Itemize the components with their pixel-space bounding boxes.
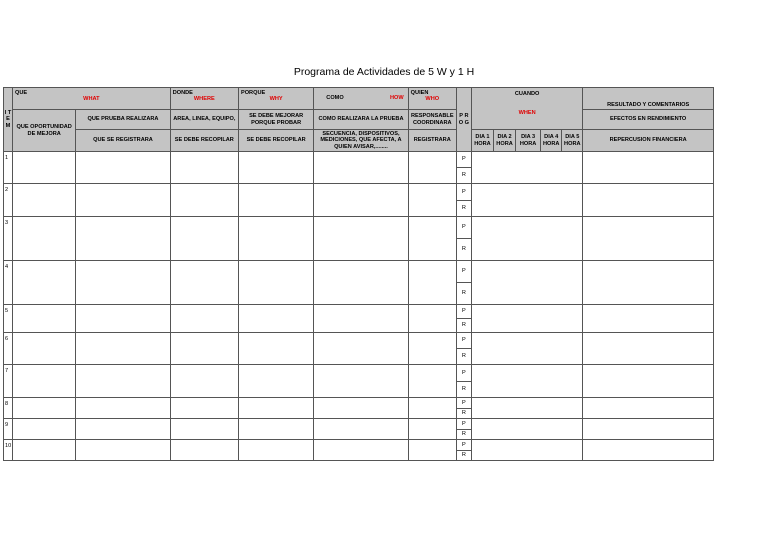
como-label: COMO [326, 95, 344, 102]
real-marker: R [456, 349, 471, 365]
resultado-cell[interactable] [583, 365, 714, 398]
why-label: WHY [269, 96, 283, 103]
resultado-cell[interactable] [583, 440, 714, 461]
resultado-cell[interactable] [583, 419, 714, 440]
table-row [4, 365, 714, 382]
que-cell[interactable] [13, 305, 76, 333]
quien-cell[interactable] [408, 217, 456, 261]
como-cell[interactable] [314, 440, 408, 461]
cuando-cell[interactable] [471, 419, 582, 440]
porque-label: PORQUE [240, 90, 266, 96]
planned-marker: P [456, 184, 471, 201]
porque-cell[interactable] [238, 419, 313, 440]
que-cell[interactable] [13, 261, 76, 305]
table-row [4, 440, 714, 451]
donde-cell[interactable] [170, 305, 238, 333]
table-row [4, 261, 714, 283]
real-marker: R [456, 239, 471, 261]
como-cell[interactable] [314, 261, 408, 305]
cuando-label: CUANDO [514, 91, 540, 97]
donde-cell[interactable] [170, 419, 238, 440]
que-oportunidad-header: QUE OPORTUNIDAD DE MEJORA [13, 110, 76, 152]
day-label: DIA 3 [521, 134, 536, 141]
day-label: DIA 5 [565, 134, 580, 141]
donde-cell[interactable] [170, 217, 238, 261]
real-marker: R [456, 409, 471, 419]
planned-marker: P [456, 305, 471, 319]
cuando-cell[interactable] [471, 261, 582, 305]
planned-marker: P [456, 440, 471, 451]
cuando-cell[interactable] [471, 440, 582, 461]
planned-marker: P [456, 333, 471, 349]
como-cell[interactable] [314, 419, 408, 440]
quien-cell[interactable] [408, 398, 456, 419]
cuando-cell[interactable] [471, 305, 582, 333]
table-row [4, 333, 714, 349]
que-prueba-cell[interactable] [76, 365, 170, 398]
cuando-header [471, 88, 582, 130]
day-4-header [541, 130, 562, 152]
area-header: AREA, LINEA, EQUIPO, [170, 110, 238, 130]
donde-cell[interactable] [170, 261, 238, 305]
resultado-cell[interactable] [583, 152, 714, 184]
secuencia-header: SECUENCIA, DISPOSITIVOS, MEDICIONES, QUE AFECTA, A QUIEN AVISAR,........ [314, 130, 408, 152]
how-label: HOW [390, 95, 404, 102]
que-prueba-header: QUE PRUEBA REALIZARA [76, 110, 170, 130]
que-header [13, 88, 171, 110]
planned-marker: P [456, 365, 471, 382]
real-marker: R [456, 451, 471, 461]
que-cell[interactable] [13, 217, 76, 261]
que-registrara-header: QUE SE REGISTRARA [76, 130, 170, 152]
quien-cell[interactable] [408, 365, 456, 398]
quien-label: QUIEN [410, 90, 429, 96]
quien-cell[interactable] [408, 261, 456, 305]
day-label: DIA 1 [475, 134, 490, 141]
cuando-cell[interactable] [471, 184, 582, 217]
resultado-cell[interactable] [583, 305, 714, 333]
document-title: Programa de Actividades de 5 W y 1 H [293, 66, 475, 78]
quien-cell[interactable] [408, 419, 456, 440]
que-cell[interactable] [13, 152, 76, 184]
que-label: QUE [15, 90, 28, 96]
registrara-header: REGISTRARA [408, 130, 456, 152]
donde-cell[interactable] [170, 184, 238, 217]
porque-cell[interactable] [238, 398, 313, 419]
porque-cell[interactable] [238, 365, 313, 398]
efectos-header: EFECTOS EN RENDIMIENTO [583, 110, 714, 130]
row-number: 9 [4, 419, 13, 440]
day-5-header [562, 130, 583, 152]
table-row [4, 305, 714, 319]
table-row [4, 152, 714, 168]
porque-cell[interactable] [238, 217, 313, 261]
porque-cell[interactable] [238, 261, 313, 305]
resultado-cell[interactable] [583, 398, 714, 419]
resultado-cell[interactable] [583, 333, 714, 365]
planned-marker: P [456, 152, 471, 168]
cuando-cell[interactable] [471, 398, 582, 419]
planned-marker: P [456, 217, 471, 239]
que-prueba-cell[interactable] [76, 184, 170, 217]
row-number: 5 [4, 305, 13, 333]
pr-column-header: P R O G [456, 88, 471, 152]
hour-label: HORA [496, 140, 513, 147]
row-number: 2 [4, 184, 13, 217]
planned-marker: P [456, 261, 471, 283]
como-cell[interactable] [314, 398, 408, 419]
donde-cell[interactable] [170, 152, 238, 184]
resultado-cell[interactable] [583, 184, 714, 217]
table-row [4, 184, 714, 201]
que-prueba-cell[interactable] [76, 419, 170, 440]
real-marker: R [456, 201, 471, 217]
resultado-cell[interactable] [583, 261, 714, 305]
quien-cell[interactable] [408, 152, 456, 184]
que-prueba-cell[interactable] [76, 261, 170, 305]
day-label: DIA 2 [497, 134, 512, 141]
como-cell[interactable] [314, 152, 408, 184]
donde-cell[interactable] [170, 333, 238, 365]
quien-cell[interactable] [408, 305, 456, 333]
hour-label: HORA [519, 140, 537, 147]
que-cell[interactable] [13, 419, 76, 440]
que-cell[interactable] [13, 398, 76, 419]
row-number: 3 [4, 217, 13, 261]
que-cell[interactable] [13, 333, 76, 365]
day-3-header [516, 130, 541, 152]
day-1-header [471, 130, 493, 152]
que-prueba-cell[interactable] [76, 217, 170, 261]
que-cell[interactable] [13, 365, 76, 398]
como-cell[interactable] [314, 333, 408, 365]
planned-marker: P [456, 419, 471, 430]
quien-cell[interactable] [408, 184, 456, 217]
real-marker: R [456, 168, 471, 184]
porque-header [238, 88, 313, 110]
hour-label: HORA [474, 140, 491, 147]
when-label: WHEN [518, 110, 536, 117]
cuando-cell[interactable] [471, 217, 582, 261]
real-marker: R [456, 283, 471, 305]
where-label: WHERE [193, 96, 215, 103]
como-cell[interactable] [314, 184, 408, 217]
responsable-header: RESPONSABLE COORDINARA [408, 110, 456, 130]
cuando-cell[interactable] [471, 333, 582, 365]
row-number: 4 [4, 261, 13, 305]
donde-cell[interactable] [170, 365, 238, 398]
donde-recopilar-header: SE DEBE RECOPILAR [170, 130, 238, 152]
donde-label: DONDE [172, 90, 193, 96]
table-row [4, 398, 714, 409]
que-prueba-cell[interactable] [76, 398, 170, 419]
row-number: 8 [4, 398, 13, 419]
table-row [4, 419, 714, 430]
como-cell[interactable] [314, 217, 408, 261]
porque-cell[interactable] [238, 152, 313, 184]
que-cell[interactable] [13, 184, 76, 217]
como-header [314, 88, 408, 110]
who-label: WHO [425, 96, 440, 103]
row-number: 6 [4, 333, 13, 365]
real-marker: R [456, 430, 471, 440]
que-prueba-cell[interactable] [76, 333, 170, 365]
resultado-header: RESULTADO Y COMENTARIOS [583, 88, 714, 110]
como-cell[interactable] [314, 365, 408, 398]
porque-cell[interactable] [238, 440, 313, 461]
repercusion-header: REPERCUSION FINANCIERA [583, 130, 714, 152]
day-2-header [494, 130, 516, 152]
hour-label: HORA [542, 140, 560, 147]
real-marker: R [456, 319, 471, 333]
row-number: 10 [4, 440, 13, 461]
quien-cell[interactable] [408, 333, 456, 365]
quien-header [408, 88, 456, 110]
porque-cell[interactable] [238, 184, 313, 217]
hour-label: HORA [564, 140, 581, 147]
planned-marker: P [456, 398, 471, 409]
porque-cell[interactable] [238, 305, 313, 333]
item-column-header: I T E M [4, 88, 13, 152]
que-prueba-cell[interactable] [76, 305, 170, 333]
cuando-cell[interactable] [471, 152, 582, 184]
donde-cell[interactable] [170, 440, 238, 461]
resultado-cell[interactable] [583, 217, 714, 261]
quien-cell[interactable] [408, 440, 456, 461]
row-number: 1 [4, 152, 13, 184]
day-label: DIA 4 [544, 134, 559, 141]
porque-recopilar-header: SE DEBE RECOPILAR [238, 130, 313, 152]
que-cell[interactable] [13, 440, 76, 461]
se-debe-mejorar-header: SE DEBE MEJORAR PORQUE PROBAR [238, 110, 313, 130]
como-cell[interactable] [314, 305, 408, 333]
what-label: WHAT [83, 96, 100, 103]
real-marker: R [456, 382, 471, 398]
que-prueba-cell[interactable] [76, 440, 170, 461]
table-row [4, 217, 714, 239]
cuando-cell[interactable] [471, 365, 582, 398]
que-prueba-cell[interactable] [76, 152, 170, 184]
porque-cell[interactable] [238, 333, 313, 365]
row-number: 7 [4, 365, 13, 398]
donde-header [170, 88, 238, 110]
donde-cell[interactable] [170, 398, 238, 419]
activity-table [3, 87, 714, 461]
como-realizara-header: COMO REALIZARA LA PRUEBA [314, 110, 408, 130]
